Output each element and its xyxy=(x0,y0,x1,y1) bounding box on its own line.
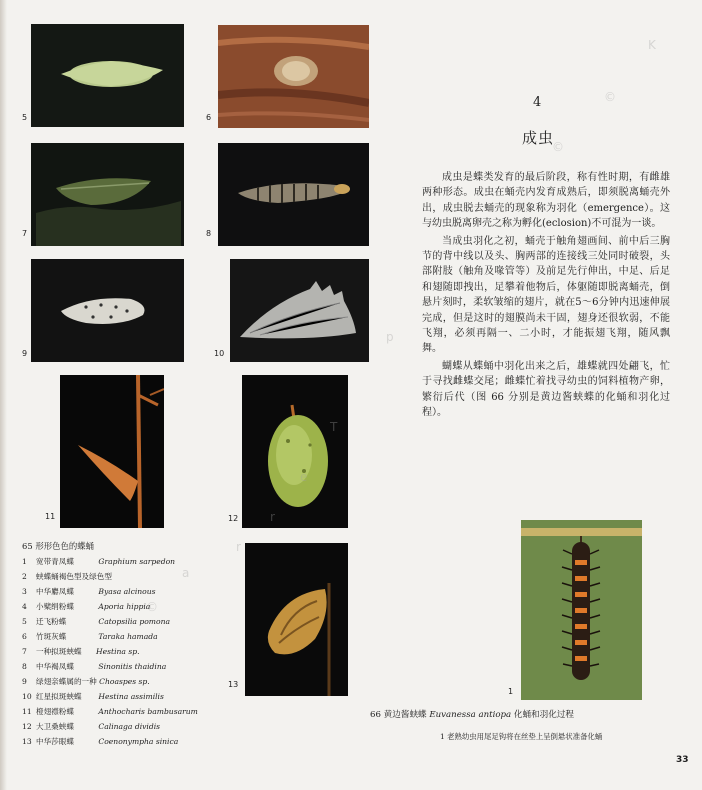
photo-label-5: 5 xyxy=(22,113,28,122)
caption-65-item: 3 中华麝凤蝶 Byasa alcinous xyxy=(22,587,156,596)
watermark-char: a xyxy=(182,566,190,580)
caption-65 xyxy=(22,539,222,749)
oval-chrysalis-illustration xyxy=(242,375,348,528)
chapter-body xyxy=(422,170,670,423)
paragraph-3: 蝴蝶从蝶蛹中羽化出来之后，雄蝶就四处翩飞，忙于寻找雌蝶交尾；雌蝶忙着找寻幼虫的饲料植物产卵，繁衍后代（图 66 分别是黄边酱蛱蝶的化蛹和羽化过程）。 xyxy=(422,360,670,419)
green-chrysalis-illustration xyxy=(31,24,184,127)
watermark-char: e xyxy=(300,470,308,484)
photo-label-6: 6 xyxy=(206,113,212,122)
caption-65-item: 2 蛱蝶蛹褐色型及绿色型 xyxy=(22,572,112,581)
photo-8-striped-chrysalis xyxy=(218,143,369,246)
caption-65-item: 10 红星拟斑蛱蝶 Hestina assimilis xyxy=(22,692,164,701)
photo-label-11: 11 xyxy=(45,512,56,521)
photo-7-leaf-chrysalis xyxy=(31,143,184,246)
photo-11-stem-chrysalis xyxy=(60,375,164,528)
caption-65-item: 6 竹斑灰蝶 Taraka hamada xyxy=(22,632,158,641)
watermark-char: © xyxy=(552,140,564,154)
caption-65-item: 5 迁飞粉蝶 Catopsilia pomona xyxy=(22,617,170,626)
caption-65-item: 11 橙翅襟粉蝶 Anthocharis bambusarum xyxy=(22,707,198,716)
wood-bark-illustration xyxy=(218,25,369,128)
paragraph-2: 当成虫羽化之初，蛹壳于触角翅画间、前中后三胸节的背中线以及头、胸两部的连接线三处同时破裂，头部附肢（触角及喙管等）及前足先行伸出，中足、后足和翅随即拽出，足攀着他物后，体躯随即脱离蛹壳，倒悬片刻时，柔软皱缩的翅片，就在5～6分钟内迅速伸展完成，但是这时的翅膜尚未干固，翅身还很软弱，不能飞翔，必须再隔一、二小时，才能振翅飞翔，随风飘舞。 xyxy=(422,235,670,355)
striped-chrysalis-illustration xyxy=(218,143,369,246)
photo-label-66-1: 1 xyxy=(508,687,514,696)
caption-66-species: Euvanessa antiopa xyxy=(429,710,512,720)
caterpillar-illustration xyxy=(521,520,642,700)
photo-10-spiky-chrysalis xyxy=(230,259,369,362)
watermark-char: © xyxy=(146,600,158,614)
caption-65-item: 4 小檗绢粉蝶 Aporia hippia xyxy=(22,602,151,611)
photo-13-brown-chrysalis xyxy=(245,543,348,696)
chapter-number: 4 xyxy=(533,95,542,110)
leaf-illustration xyxy=(31,143,184,246)
photo-label-8: 8 xyxy=(206,229,212,238)
watermark-char: K xyxy=(648,38,656,52)
photo-66-1-caterpillar xyxy=(521,520,642,700)
caption-65-item: 13 中华莎眼蝶 Coenonympha sinica xyxy=(22,737,179,746)
photo-12-oval-chrysalis xyxy=(242,375,348,528)
caption-66-prefix: 66 黄边酱蛱蝶 xyxy=(370,710,427,720)
caption-66 xyxy=(370,708,574,720)
watermark-char: r xyxy=(270,510,275,524)
page-spine-shadow xyxy=(0,0,7,790)
watermark-char: © xyxy=(604,90,616,104)
brown-chrysalis-illustration xyxy=(245,543,348,696)
white-chrysalis-illustration xyxy=(31,259,184,362)
photo-label-7: 7 xyxy=(22,229,28,238)
watermark-char: p xyxy=(386,330,394,344)
photo-6-chrysalis-on-wood xyxy=(218,25,369,128)
photo-9-white-chrysalis xyxy=(31,259,184,362)
caption-65-item: 12 大卫桑蛱蝶 Calinaga dividis xyxy=(22,722,161,731)
photo-label-12: 12 xyxy=(228,514,239,523)
caption-65-item: 8 中华褐凤蝶 Sinonitis thaidina xyxy=(22,662,167,671)
watermark-char: r xyxy=(236,540,241,554)
watermark-char: T xyxy=(330,420,338,434)
chapter-title: 成虫 xyxy=(522,129,555,147)
stem-chrysalis-illustration xyxy=(60,375,164,528)
caption-65-item: 7 一种拟斑蛱蝶 Hestina sp. xyxy=(22,647,140,656)
photo-label-13: 13 xyxy=(228,680,239,689)
spiky-chrysalis-illustration xyxy=(230,259,369,362)
caption-66-sub: 1 老熟幼虫用尾足钩将在丝垫上呈倒悬状准备化蛹 xyxy=(440,732,603,741)
photo-label-9: 9 xyxy=(22,349,28,358)
caption-65-title: 65 形形色色的蝶蛹 xyxy=(22,541,94,551)
page-number: 33 xyxy=(676,755,689,765)
photo-5-green-chrysalis xyxy=(31,24,184,127)
paragraph-1: 成虫是蝶类发育的最后阶段，称有性时期，有雌雄两种形态。成虫在蛹壳内发育成熟后，即须脱离蛹壳外出，成虫脱去蛹壳的现象称为羽化（emergence）。这与幼虫脱离卵壳之称为孵化(eclosion)不可混为一谈。 xyxy=(422,172,670,230)
caption-65-item: 9 绿翅亲蝶属的一种 Choaspes sp. xyxy=(22,677,150,686)
caption-66-suffix: 化蛹和羽化过程 xyxy=(513,710,575,720)
caption-65-item: 1 宽带青凤蝶 Graphium sarpedon xyxy=(22,557,176,566)
photo-label-10: 10 xyxy=(214,349,225,358)
